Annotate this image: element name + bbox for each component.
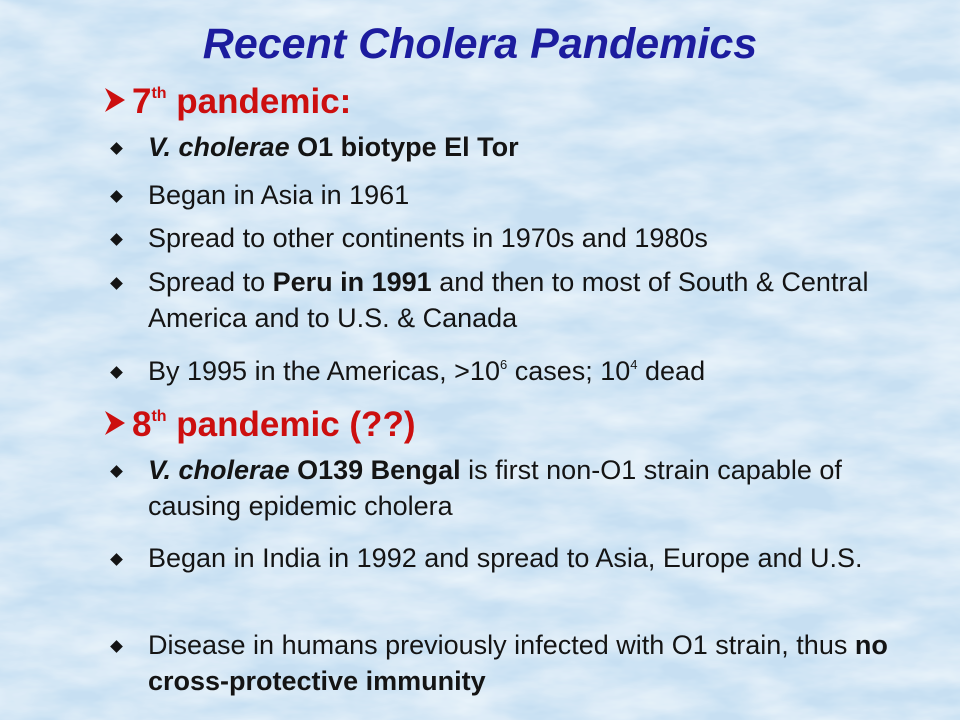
heading-text: pandemic (??) [166, 405, 416, 444]
species-name: V. cholerae [148, 455, 290, 485]
bullet-item [112, 129, 942, 165]
bullet-item [112, 177, 942, 213]
heading-text: pandemic: [166, 82, 352, 121]
bullet-item [112, 452, 942, 524]
bullet-text: and then to most of South & Central America and to U.S. & Canada [148, 267, 869, 333]
heading-number: 8 [132, 405, 152, 444]
bullet-text: Began in Asia in 1961 [148, 180, 410, 210]
strain-name: O1 biotype El Tor [289, 132, 519, 162]
diamond-bullet-icon [110, 142, 123, 155]
bullet-item [112, 540, 942, 576]
diamond-bullet-icon [110, 553, 123, 566]
heading-number: 7 [132, 82, 152, 121]
section-heading-7th-pandemic [103, 82, 351, 122]
species-name: V. cholerae [148, 132, 290, 162]
diamond-bullet-icon [110, 277, 123, 290]
bullet-emphasis: Peru in 1991 [272, 267, 432, 297]
exponent: 6 [499, 357, 508, 372]
strain-name: O139 Bengal [289, 455, 461, 485]
bullet-text: By 1995 in the Americas, >10 [148, 356, 500, 386]
bullet-text: Began in India in 1992 and spread to Asia, Europe and U.S. [148, 543, 863, 573]
bullet-text: Disease in humans previously infected with O1 strain, thus [148, 630, 855, 660]
bullet-text: dead [637, 356, 706, 386]
arrow-bullet-icon [103, 410, 130, 436]
bullet-item [112, 353, 942, 389]
bullet-text: Spread to [148, 267, 273, 297]
arrow-bullet-icon [103, 87, 130, 113]
diamond-bullet-icon [110, 640, 123, 653]
diamond-bullet-icon [110, 190, 123, 203]
bullet-text: cases; 10 [507, 356, 631, 386]
heading-ordinal: th [151, 408, 167, 425]
exponent: 4 [630, 357, 638, 372]
diamond-bullet-icon [110, 366, 123, 379]
diamond-bullet-icon [110, 465, 123, 478]
diamond-bullet-icon [110, 233, 123, 246]
bullet-text: is first non-O1 strain capable of causing epidemic cholera [148, 455, 842, 521]
bullet-text: Spread to other continents in 1970s and 1980s [148, 223, 708, 253]
slide-title: Recent Cholera Pandemics [202, 20, 758, 68]
section-heading-8th-pandemic [103, 405, 415, 445]
bullet-emphasis: no cross-protective immunity [148, 630, 888, 696]
bullet-item [112, 627, 942, 699]
heading-ordinal: th [151, 85, 167, 102]
bullet-item [112, 264, 942, 336]
bullet-item [112, 220, 942, 256]
